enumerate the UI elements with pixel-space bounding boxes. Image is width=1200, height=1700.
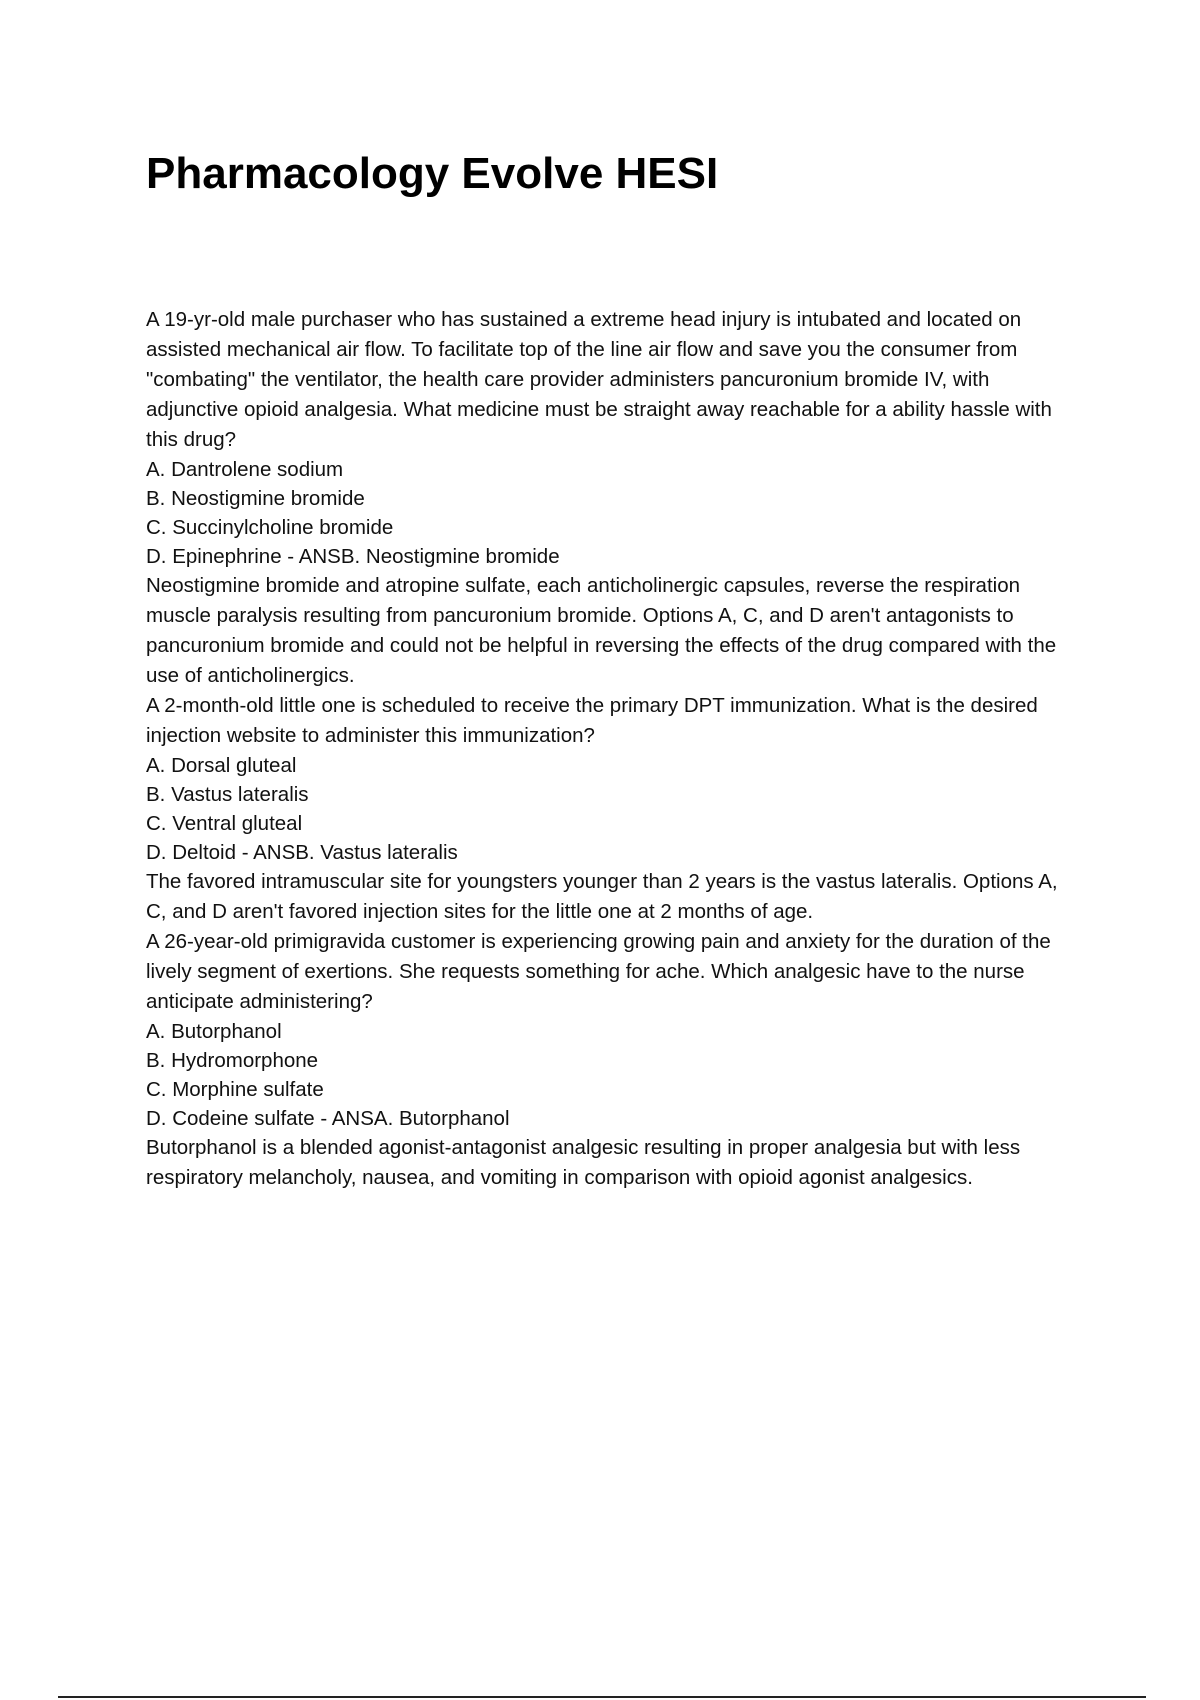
option-item: B. Vastus lateralis: [146, 783, 309, 806]
rationale-text: Neostigmine bromide and atropine sulfate, each anticholinergic capsules, reverse the respiration muscle paralysis resulting from pancuronium bromide. Options A, C, and D aren't antagonists to pancuronium bromide and could not be helpful in reversing the effects of the drug compared with the use of anticholinergics.: [146, 574, 1057, 687]
question-stem: A 26-year-old primigravida customer is experiencing growing pain and anxiety for the duration of the lively segment of exertions. She requests something for ache. Which analgesic have to the nurse anticipate administering?: [146, 930, 1051, 1013]
option-list: [146, 751, 1066, 867]
option-list: [146, 1017, 1066, 1133]
option-item: B. Hydromorphone: [146, 1049, 319, 1072]
option-item: A. Butorphanol: [146, 1020, 282, 1043]
option-item: C. Ventral gluteal: [146, 812, 303, 835]
option-item: A. Dorsal gluteal: [146, 754, 297, 777]
option-item: D. Epinephrine - ANSB. Neostigmine bromide: [146, 545, 560, 568]
option-item: C. Morphine sulfate: [146, 1078, 324, 1101]
question-stem: A 2-month-old little one is scheduled to receive the primary DPT immunization. What is the desired injection website to administer this immunization?: [146, 694, 1038, 747]
option-item: B. Neostigmine bromide: [146, 487, 365, 510]
option-item: C. Succinylcholine bromide: [146, 516, 394, 539]
document-title: Pharmacology Evolve HESI: [146, 149, 719, 198]
page-bottom-divider: [58, 1696, 1146, 1698]
rationale-text: Butorphanol is a blended agonist-antagonist analgesic resulting in proper analgesia but with less respiratory melancholy, nausea, and vomiting in comparison with opioid agonist analgesics.: [146, 1136, 1021, 1189]
option-list: [146, 455, 1066, 571]
option-item: D. Codeine sulfate - ANSA. Butorphanol: [146, 1107, 510, 1130]
rationale-text: The favored intramuscular site for youngsters younger than 2 years is the vastus lateralis. Options A, C, and D aren't favored injection sites for the little one at 2 months of age.: [146, 870, 1058, 923]
option-item: D. Deltoid - ANSB. Vastus lateralis: [146, 841, 458, 864]
option-item: A. Dantrolene sodium: [146, 458, 344, 481]
document-body: [146, 305, 1066, 1193]
question-stem: A 19-yr-old male purchaser who has sustained a extreme head injury is intubated and located on assisted mechanical air flow. To facilitate top of the line air flow and save you the consumer from "combating" the ventilator, the health care provider administers pancuronium bromide IV, with adjunctive opioid analgesia. What medicine must be straight away reachable for a ability hassle with this drug?: [146, 308, 1052, 451]
